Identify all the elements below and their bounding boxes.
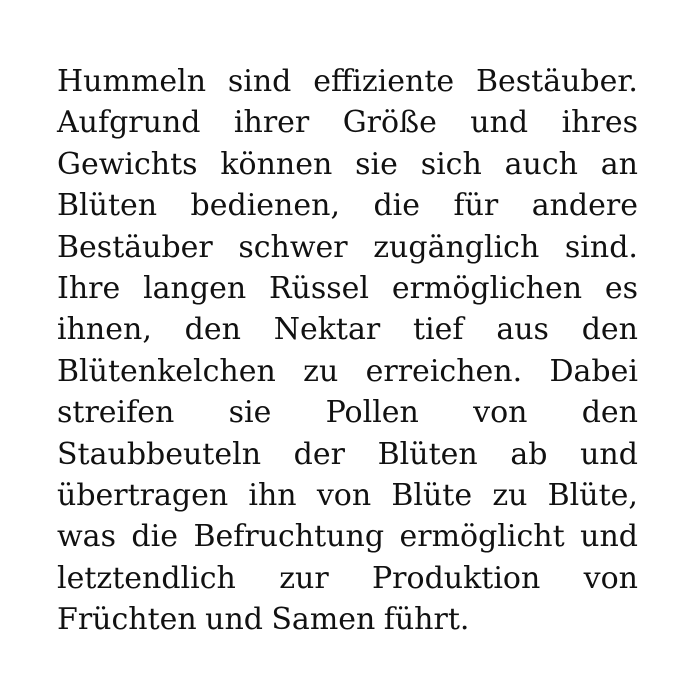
paragraph-word: ermöglichen <box>391 270 583 306</box>
paragraph-word: ihnen, <box>57 312 152 348</box>
paragraph-word: sie <box>228 395 272 431</box>
paragraph-word: Größe <box>342 105 437 141</box>
paragraph-word: streifen <box>57 395 175 431</box>
paragraph-line <box>57 475 638 516</box>
paragraph-word: ermöglicht <box>399 519 565 555</box>
paragraph-word: Nektar <box>273 312 381 348</box>
paragraph-word: tief <box>413 312 464 348</box>
paragraph-word: Produktion <box>371 560 541 596</box>
paragraph-line <box>57 144 638 185</box>
paragraph-line <box>57 516 638 557</box>
paragraph-word: Blüten <box>57 188 158 224</box>
paragraph-word: ab <box>510 436 548 472</box>
paragraph-word: Bestäuber. <box>475 64 638 99</box>
paragraph-word: Pollen <box>325 395 419 431</box>
paragraph-word: Blüte, <box>547 477 638 513</box>
paragraph-line <box>57 227 638 268</box>
paragraph-word: bedienen, <box>190 188 340 224</box>
paragraph-word: und <box>580 519 638 555</box>
paragraph-line <box>57 61 638 102</box>
paragraph-word: die <box>131 519 178 555</box>
paragraph-word: können <box>220 146 333 182</box>
paragraph-word: ihrer <box>233 105 310 141</box>
paragraph-word: Ihre <box>57 270 121 306</box>
paragraph-word: Blüte <box>391 477 473 513</box>
paragraph-word: langen <box>143 270 247 306</box>
paragraph-word: Bestäuber <box>57 229 213 265</box>
paragraph-word: an <box>600 146 638 182</box>
paragraph-line <box>57 599 638 640</box>
paragraph-word: Blütenkelchen <box>57 353 276 389</box>
paragraph-word: zu <box>492 477 528 513</box>
paragraph-word: aus <box>496 312 549 348</box>
paragraph-line <box>57 434 638 475</box>
paragraph-word: Rüssel <box>268 270 370 306</box>
paragraph-line <box>57 558 638 599</box>
paragraph-word: zu <box>303 353 339 389</box>
paragraph-word: ihres <box>561 105 638 141</box>
paragraph-word: Befruchtung <box>193 519 385 555</box>
paragraph-word: der <box>293 436 345 472</box>
paragraph-word: Blüten <box>377 436 478 472</box>
paragraph-word: von <box>473 395 528 431</box>
paragraph-line <box>57 309 638 350</box>
paragraph-word: für <box>453 188 499 224</box>
paragraph-word: effiziente <box>313 64 455 99</box>
paragraph-word: und <box>470 105 529 141</box>
paragraph-word: andere <box>531 188 638 224</box>
paragraph-word: ihn <box>248 477 297 513</box>
paragraph-word: den <box>184 312 241 348</box>
paragraph-line <box>57 102 638 143</box>
paragraph-word: Dabei <box>549 353 638 389</box>
paragraph-word: den <box>581 312 638 348</box>
paragraph-word: von <box>583 560 638 596</box>
paragraph-word: Gewichts <box>57 146 198 182</box>
paragraph-word: zugänglich <box>373 229 540 265</box>
body-paragraph <box>57 61 638 640</box>
paragraph-word: führt. <box>383 602 470 638</box>
paragraph-word: es <box>604 270 638 306</box>
paragraph-word: und <box>205 602 263 638</box>
paragraph-line <box>57 185 638 226</box>
paragraph-line <box>57 351 638 392</box>
paragraph-word: schwer <box>238 229 348 265</box>
paragraph-word: Aufgrund <box>57 105 201 141</box>
paragraph-word: auch <box>504 146 578 182</box>
paragraph-word: sind <box>227 64 292 99</box>
paragraph-word: Staubbeuteln <box>57 436 262 472</box>
paragraph-word: den <box>581 395 638 431</box>
paragraph-word: Samen <box>271 602 376 638</box>
paragraph-word: übertragen <box>57 477 229 513</box>
paragraph-word: Hummeln <box>57 64 207 99</box>
paragraph-word: die <box>373 188 421 224</box>
paragraph-word: sich <box>420 146 482 182</box>
paragraph-word: was <box>57 519 116 555</box>
paragraph-word: letztendlich <box>57 560 236 596</box>
paragraph-word: erreichen. <box>365 353 523 389</box>
paragraph-line <box>57 392 638 433</box>
paragraph-word: sie <box>355 146 398 182</box>
paragraph-word: Früchten <box>57 602 197 638</box>
paragraph-word: und <box>580 436 638 472</box>
paragraph-word: von <box>316 477 372 513</box>
paragraph-word: sind. <box>564 229 638 265</box>
paragraph-word: zur <box>279 560 329 596</box>
paragraph-line <box>57 268 638 309</box>
